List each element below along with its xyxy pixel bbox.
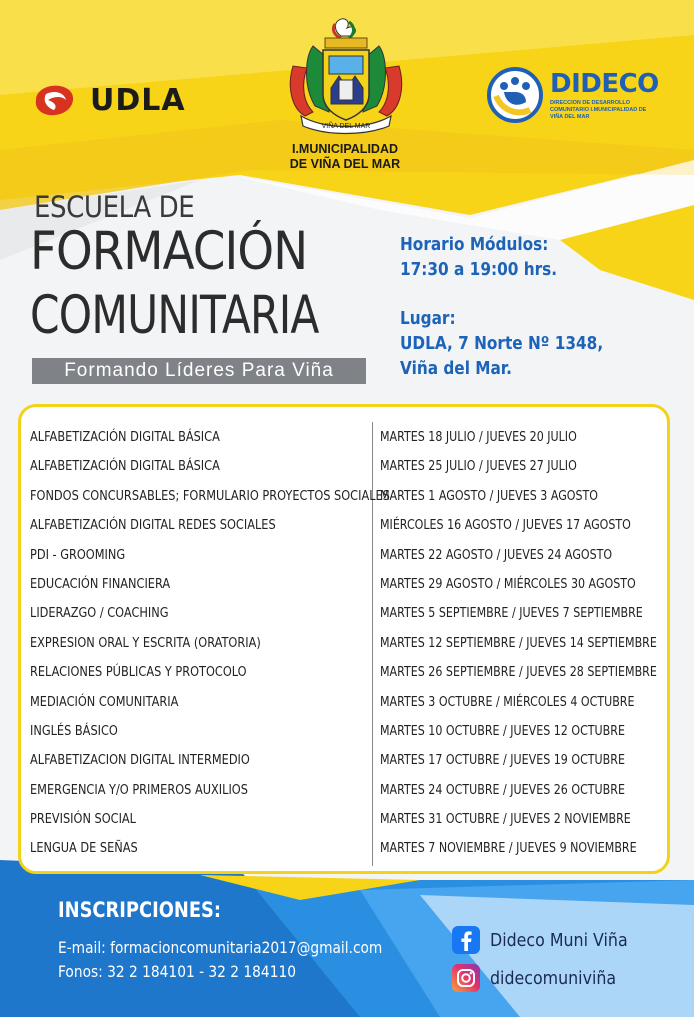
instagram-link[interactable] — [452, 964, 633, 992]
dideco-logo-text: DIDECO — [550, 69, 659, 99]
schedule-table — [0, 424, 694, 865]
table-row — [0, 571, 694, 600]
dideco-logo — [486, 66, 660, 124]
crest-icon — [285, 16, 407, 138]
table-row — [0, 747, 694, 776]
course-name: ALFABETIZACIÓN DIGITAL BÁSICA — [30, 429, 220, 445]
table-row — [0, 777, 694, 806]
course-name: LIDERAZGO / COACHING — [30, 605, 169, 622]
course-dates: MARTES 22 AGOSTO / JUEVES 24 AGOSTO — [380, 546, 613, 563]
course-name: EXPRESION ORAL Y ESCRITA (ORATORIA) — [30, 634, 261, 651]
course-dates: MARTES 25 JULIO / JUEVES 27 JULIO — [380, 458, 577, 475]
course-name: LENGUA DE SEÑAS — [30, 840, 138, 857]
slogan-banner: Formando Líderes Para Viña — [32, 358, 366, 384]
table-row — [0, 835, 694, 864]
dideco-subtitle: DIRECCION DE DESARROLLO COMUNITARIO I.MUNICIPALIDAD DE VIÑA DEL MAR — [550, 100, 647, 120]
contact-email[interactable]: E-mail: formacioncomunitaria2017@gmail.com — [58, 938, 383, 957]
title-line1: ESCUELA DE — [34, 190, 195, 224]
course-dates: MARTES 5 SEPTIEMBRE / JUEVES 7 SEPTIEMBRE — [380, 605, 643, 622]
course-dates: MARTES 29 AGOSTO / MIÉRCOLES 30 AGOSTO — [380, 575, 636, 592]
table-row — [0, 718, 694, 747]
table-row — [0, 483, 694, 512]
crest-ribbon-text: VIÑA DEL MAR — [321, 123, 371, 130]
inscripciones-heading: INSCRIPCIONES: — [58, 898, 222, 922]
table-row — [0, 630, 694, 659]
dideco-logo-icon — [486, 66, 544, 124]
course-name: INGLÉS BÁSICO — [30, 722, 118, 739]
instagram-icon — [452, 964, 480, 992]
instagram-label: didecomuniviña — [490, 967, 617, 989]
course-name: EMERGENCIA Y/O PRIMEROS AUXILIOS — [30, 781, 248, 798]
course-dates: MARTES 26 SEPTIEMBRE / JUEVES 28 SEPTIEMBRE — [380, 664, 657, 681]
schedule-info — [400, 232, 557, 282]
lugar-line1: UDLA, 7 Norte Nº 1348, — [400, 333, 604, 354]
municipality-line2: DE VIÑA DEL MAR — [289, 157, 401, 171]
course-dates: MARTES 10 OCTUBRE / JUEVES 12 OCTUBRE — [380, 722, 625, 739]
course-dates: MIÉRCOLES 16 AGOSTO / JUEVES 17 AGOSTO — [380, 517, 631, 534]
contact-phones: Fonos: 32 2 184101 - 32 2 184110 — [58, 962, 296, 981]
course-name: ALFABETIZACIÓN DIGITAL REDES SOCIALES — [30, 517, 276, 534]
course-name: PDI - GROOMING — [30, 546, 126, 563]
course-dates: MARTES 3 OCTUBRE / MIÉRCOLES 4 OCTUBRE — [380, 693, 635, 710]
course-name: PREVISIÓN SOCIAL — [30, 811, 137, 828]
table-row — [0, 659, 694, 688]
table-row — [0, 542, 694, 571]
table-row — [0, 453, 694, 482]
lugar-line2: Viña del Mar. — [400, 358, 512, 379]
udla-logo — [28, 80, 186, 120]
horario-label: Horario Módulos: — [400, 234, 549, 255]
course-dates: MARTES 1 AGOSTO / JUEVES 3 AGOSTO — [380, 487, 599, 504]
course-name: ALFABETIZACIÓN DIGITAL BÁSICA — [30, 458, 220, 475]
course-dates: MARTES 17 OCTUBRE / JUEVES 19 OCTUBRE — [380, 752, 625, 769]
course-dates: MARTES 7 NOVIEMBRE / JUEVES 9 NOVIEMBRE — [380, 840, 637, 857]
title-line3: COMUNITARIA — [30, 285, 319, 346]
table-row — [0, 424, 694, 453]
udla-logo-icon — [28, 80, 80, 120]
municipality-name — [240, 142, 450, 172]
udla-logo-text: UDLA — [90, 82, 186, 118]
course-dates: MARTES 24 OCTUBRE / JUEVES 26 OCTUBRE — [380, 781, 625, 798]
municipality-line1: I.MUNICIPALIDAD — [291, 142, 398, 156]
course-dates: MARTES 12 SEPTIEMBRE / JUEVES 14 SEPTIEMBRE — [380, 634, 657, 651]
table-row — [0, 512, 694, 541]
course-name: EDUCACIÓN FINANCIERA — [30, 575, 171, 592]
table-row — [0, 600, 694, 629]
course-dates: MARTES 18 JULIO / JUEVES 20 JULIO — [380, 429, 577, 445]
location-info — [400, 306, 603, 381]
course-name: ALFABETIZACION DIGITAL INTERMEDIO — [30, 752, 250, 769]
course-name: RELACIONES PÚBLICAS Y PROTOCOLO — [30, 664, 247, 681]
facebook-label: Dideco Muni Viña — [490, 929, 628, 951]
course-name: FONDOS CONCURSABLES; FORMULARIO PROYECTOS SOCIALES — [30, 487, 390, 504]
title-line2: FORMACIÓN — [30, 221, 308, 282]
lugar-label: Lugar: — [400, 308, 456, 329]
course-dates: MARTES 31 OCTUBRE / JUEVES 2 NOVIEMBRE — [380, 811, 631, 828]
facebook-icon — [452, 926, 480, 954]
table-row — [0, 689, 694, 718]
facebook-link[interactable] — [452, 926, 646, 954]
table-row — [0, 806, 694, 835]
horario-value: 17:30 a 19:00 hrs. — [400, 259, 558, 280]
course-name: MEDIACIÓN COMUNITARIA — [30, 693, 179, 710]
